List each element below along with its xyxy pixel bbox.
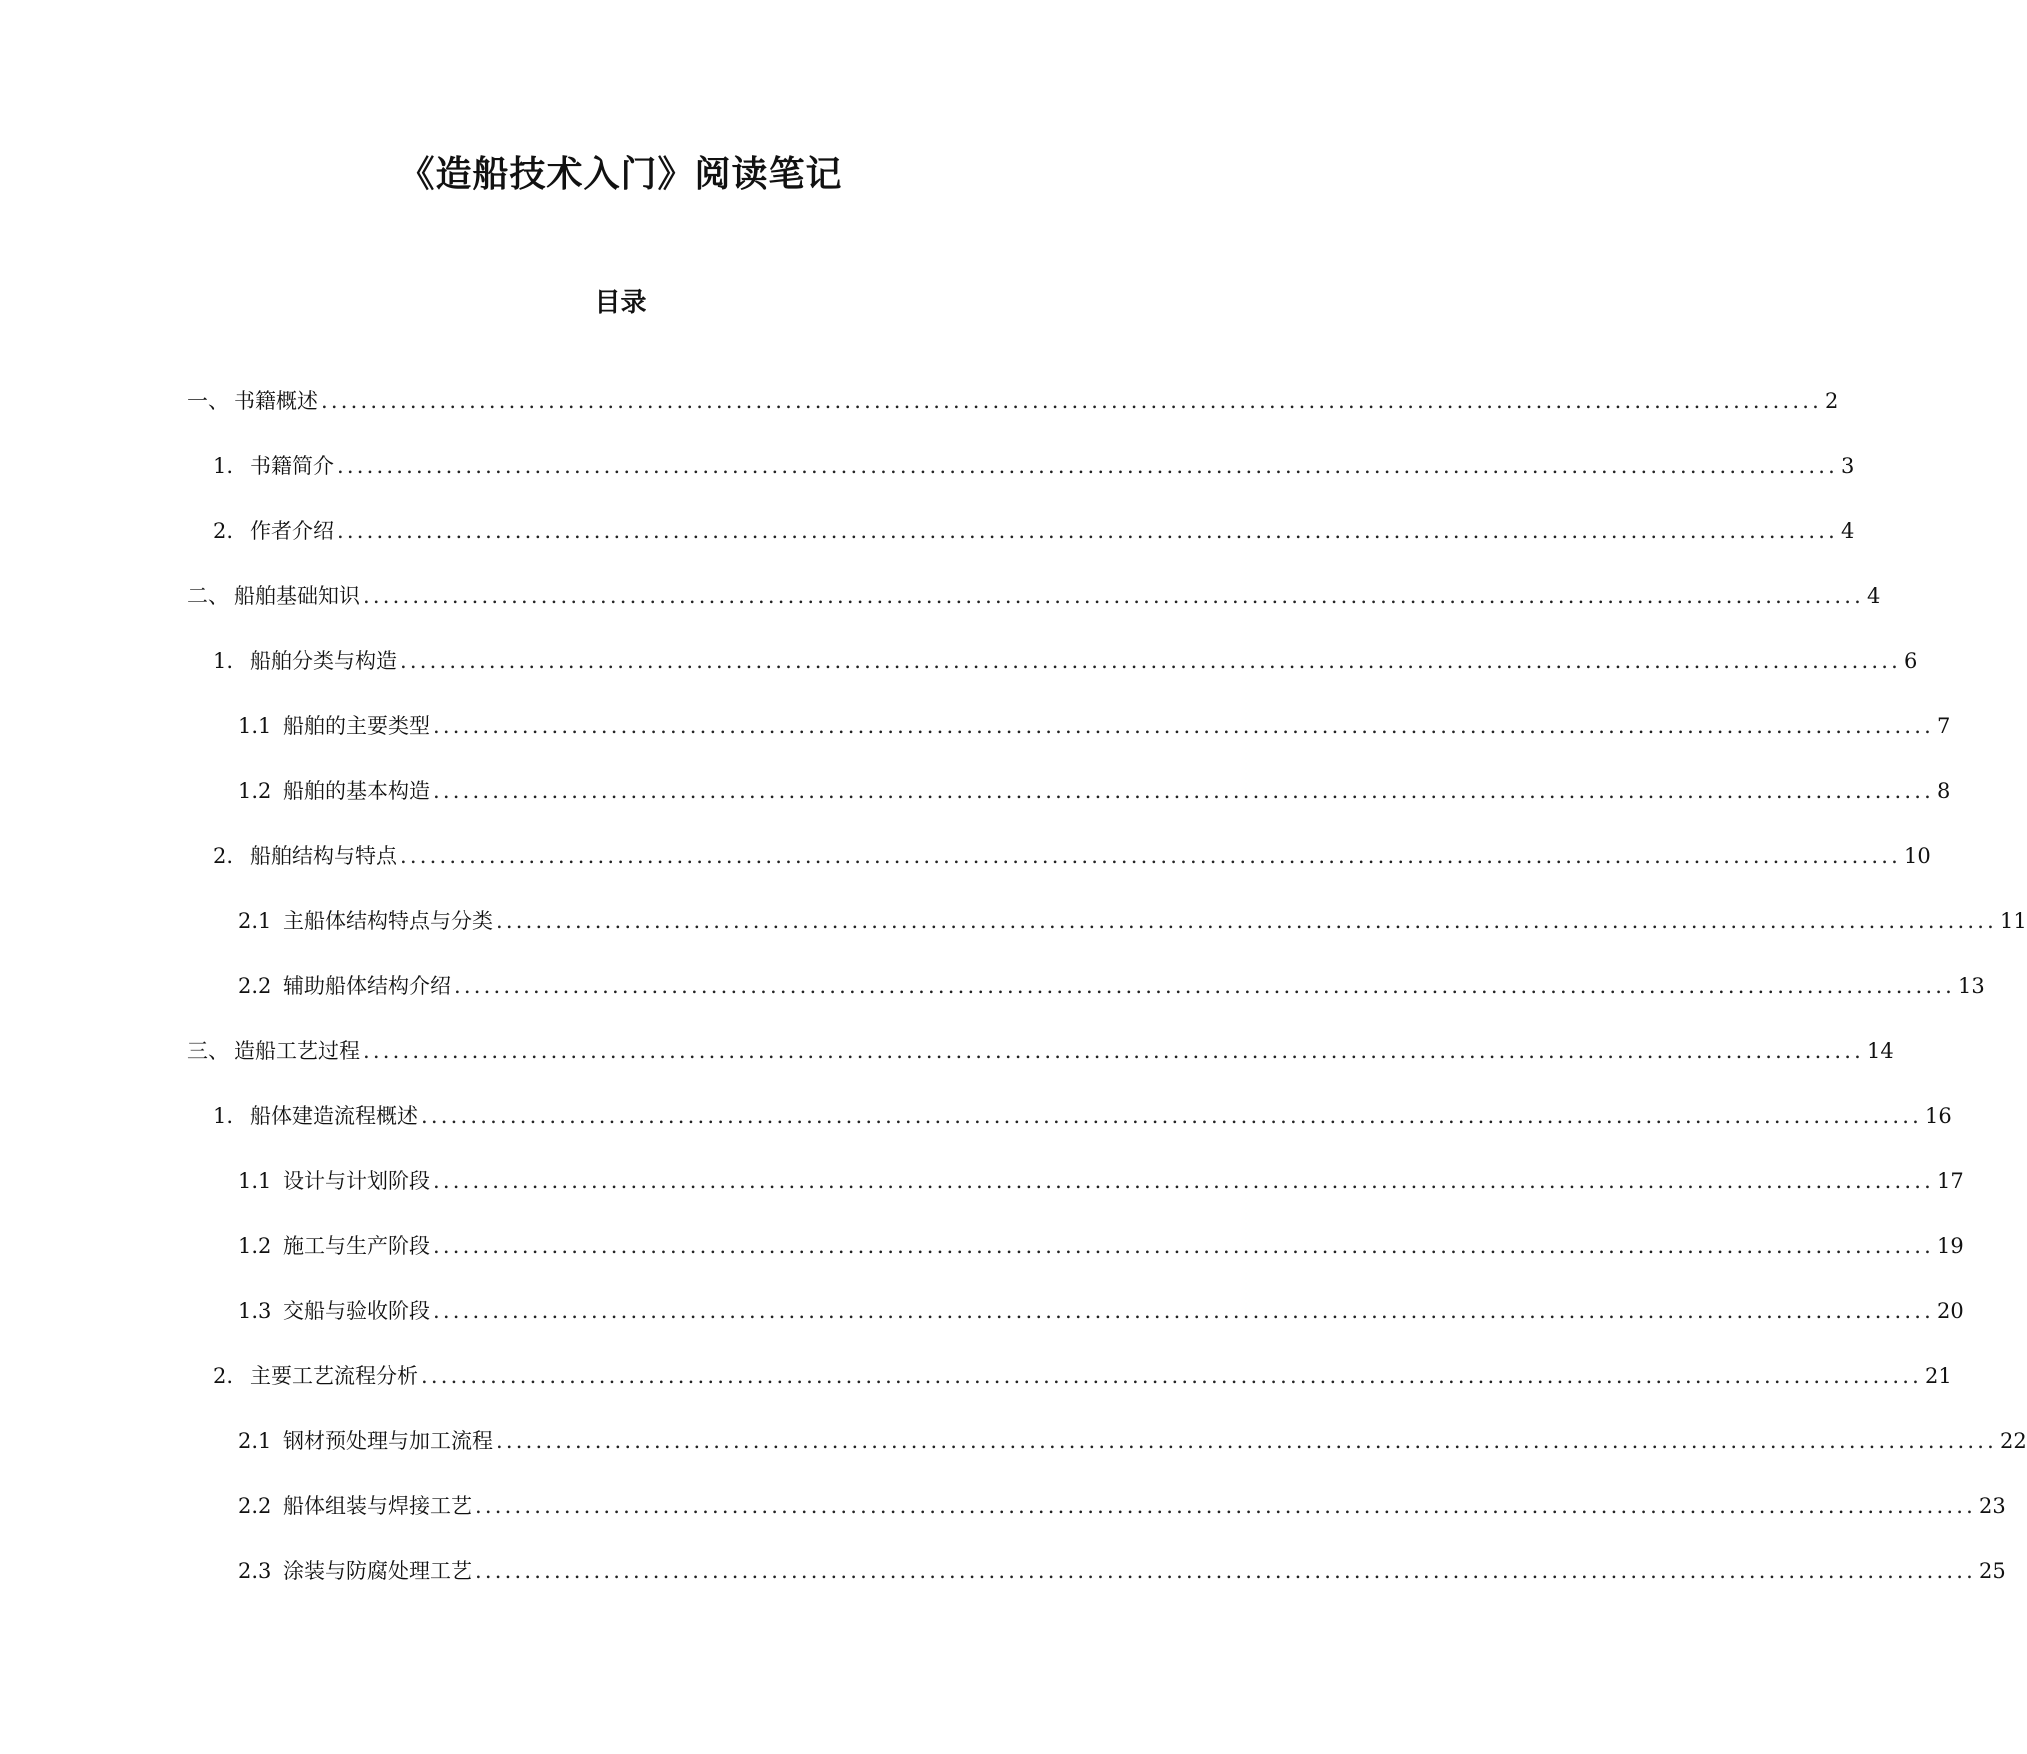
toc-entry-number: 2. bbox=[213, 844, 234, 868]
toc-leader-dots: ........................................................................................................................................................ bbox=[433, 779, 1935, 803]
toc-leader-dots: ........................................................................................................................................................ bbox=[454, 974, 1956, 998]
toc-leader-dots: ........................................................................................................................................................ bbox=[337, 519, 1839, 543]
toc-entry-page: 3 bbox=[1841, 454, 1855, 478]
toc-leader-dots: ........................................................................................................................................................ bbox=[400, 649, 1902, 673]
toc-leader-dots: ........................................................................................................................................................ bbox=[433, 1234, 1935, 1258]
toc-heading: 目录 bbox=[594, 288, 647, 318]
toc-entry[interactable] bbox=[238, 906, 2027, 936]
toc-entry-title: 施工与生产阶段 bbox=[283, 1234, 430, 1258]
toc-leader-dots: ........................................................................................................................................................ bbox=[421, 1364, 1923, 1388]
toc-entry-number: 1. bbox=[213, 649, 234, 673]
toc-entry-title: 船体组装与焊接工艺 bbox=[283, 1494, 472, 1518]
toc-leader-dots: ........................................................................................................................................................ bbox=[363, 1039, 1865, 1063]
toc-entry[interactable] bbox=[213, 841, 1931, 871]
toc-entry-page: 25 bbox=[1979, 1559, 2006, 1583]
toc-entry-title: 主船体结构特点与分类 bbox=[283, 909, 493, 933]
toc-entry[interactable] bbox=[238, 776, 1951, 806]
toc-entry-page: 10 bbox=[1904, 844, 1931, 868]
toc-entry-number: 2.2 bbox=[238, 1494, 272, 1518]
toc-leader-dots: ........................................................................................................................................................ bbox=[433, 1299, 1935, 1323]
toc-leader-dots: ........................................................................................................................................................ bbox=[363, 584, 1865, 608]
toc-entry-number: 2.3 bbox=[238, 1559, 272, 1583]
toc-entry-page: 16 bbox=[1925, 1104, 1952, 1128]
toc-entry-number: 1.3 bbox=[238, 1299, 272, 1323]
toc-entry-page: 4 bbox=[1841, 519, 1855, 543]
toc-entry-title: 船舶基础知识 bbox=[234, 584, 360, 608]
toc-entry-page: 4 bbox=[1867, 584, 1881, 608]
toc-entry-page: 17 bbox=[1937, 1169, 1964, 1193]
toc-leader-dots: ........................................................................................................................................................ bbox=[321, 389, 1823, 413]
toc-entry-number: 三、 bbox=[187, 1039, 229, 1063]
toc-entry-page: 8 bbox=[1937, 779, 1951, 803]
toc-entry-number: 2. bbox=[213, 1364, 234, 1388]
toc-entry-number: 1.1 bbox=[238, 1169, 272, 1193]
toc-entry-title: 交船与验收阶段 bbox=[283, 1299, 430, 1323]
toc-entry-page: 11 bbox=[2000, 909, 2027, 933]
toc-entry-page: 7 bbox=[1937, 714, 1951, 738]
toc-entry-page: 13 bbox=[1958, 974, 1985, 998]
toc-entry[interactable] bbox=[238, 1556, 2006, 1586]
toc-entry-number: 二、 bbox=[187, 584, 229, 608]
document-title: 《造船技术入门》阅读笔记 bbox=[398, 153, 843, 195]
toc-entry-number: 2.1 bbox=[238, 909, 272, 933]
toc-entry-number: 2.2 bbox=[238, 974, 272, 998]
toc-entry[interactable] bbox=[213, 1101, 1952, 1131]
toc-entry-title: 船体建造流程概述 bbox=[250, 1104, 418, 1128]
toc-entry-number: 1. bbox=[213, 454, 234, 478]
toc-entry-page: 19 bbox=[1937, 1234, 1964, 1258]
toc-leader-dots: ........................................................................................................................................................ bbox=[475, 1494, 1977, 1518]
toc-entry-number: 一、 bbox=[187, 389, 229, 413]
toc-entry-title: 辅助船体结构介绍 bbox=[283, 974, 451, 998]
toc-entry-page: 21 bbox=[1925, 1364, 1952, 1388]
toc-entry-title: 设计与计划阶段 bbox=[283, 1169, 430, 1193]
toc-entry[interactable] bbox=[238, 971, 1985, 1001]
toc-entry[interactable] bbox=[213, 1361, 1952, 1391]
toc-entry-page: 22 bbox=[2000, 1429, 2027, 1453]
toc-entry-page: 23 bbox=[1979, 1494, 2006, 1518]
toc-entry[interactable] bbox=[238, 1491, 2006, 1521]
toc-entry-title: 船舶的基本构造 bbox=[283, 779, 430, 803]
toc-leader-dots: ........................................................................................................................................................ bbox=[433, 1169, 1935, 1193]
toc-leader-dots: ........................................................................................................................................................ bbox=[496, 909, 1998, 933]
toc-entry-title: 涂装与防腐处理工艺 bbox=[283, 1559, 472, 1583]
toc-entry[interactable] bbox=[213, 451, 1855, 481]
toc-leader-dots: ........................................................................................................................................................ bbox=[400, 844, 1902, 868]
toc-entry-page: 2 bbox=[1825, 389, 1839, 413]
toc-entry[interactable] bbox=[238, 1166, 1964, 1196]
toc-entry[interactable] bbox=[238, 1231, 1964, 1261]
toc-entry-number: 2.1 bbox=[238, 1429, 272, 1453]
toc-entry[interactable] bbox=[187, 386, 1839, 416]
toc-entry[interactable] bbox=[238, 711, 1951, 741]
toc-entry-title: 书籍简介 bbox=[250, 454, 334, 478]
toc-entry-title: 船舶分类与构造 bbox=[250, 649, 397, 673]
toc-leader-dots: ........................................................................................................................................................ bbox=[496, 1429, 1998, 1453]
toc-entry[interactable] bbox=[187, 1036, 1894, 1066]
toc-entry[interactable] bbox=[187, 581, 1881, 611]
toc-entry-title: 钢材预处理与加工流程 bbox=[283, 1429, 493, 1453]
toc-leader-dots: ........................................................................................................................................................ bbox=[421, 1104, 1923, 1128]
toc-leader-dots: ........................................................................................................................................................ bbox=[337, 454, 1839, 478]
toc-entry-number: 1.2 bbox=[238, 1234, 272, 1258]
toc-entry-title: 船舶结构与特点 bbox=[250, 844, 397, 868]
toc-entry[interactable] bbox=[238, 1296, 1964, 1326]
toc-entry-number: 1. bbox=[213, 1104, 234, 1128]
toc-entry-number: 1.2 bbox=[238, 779, 272, 803]
toc-entry-number: 2. bbox=[213, 519, 234, 543]
toc-entry-title: 主要工艺流程分析 bbox=[250, 1364, 418, 1388]
toc-leader-dots: ........................................................................................................................................................ bbox=[433, 714, 1935, 738]
toc-entry-title: 作者介绍 bbox=[250, 519, 334, 543]
toc-entry-page: 6 bbox=[1904, 649, 1918, 673]
toc-entry-title: 船舶的主要类型 bbox=[283, 714, 430, 738]
toc-entry[interactable] bbox=[213, 516, 1855, 546]
toc-entry[interactable] bbox=[238, 1426, 2027, 1456]
toc-entry-title: 造船工艺过程 bbox=[234, 1039, 360, 1063]
toc-entry-page: 20 bbox=[1937, 1299, 1964, 1323]
toc-entry-title: 书籍概述 bbox=[234, 389, 318, 413]
toc-entry-page: 14 bbox=[1867, 1039, 1894, 1063]
toc-leader-dots: ........................................................................................................................................................ bbox=[475, 1559, 1977, 1583]
toc-entry[interactable] bbox=[213, 646, 1918, 676]
toc-entry-number: 1.1 bbox=[238, 714, 272, 738]
